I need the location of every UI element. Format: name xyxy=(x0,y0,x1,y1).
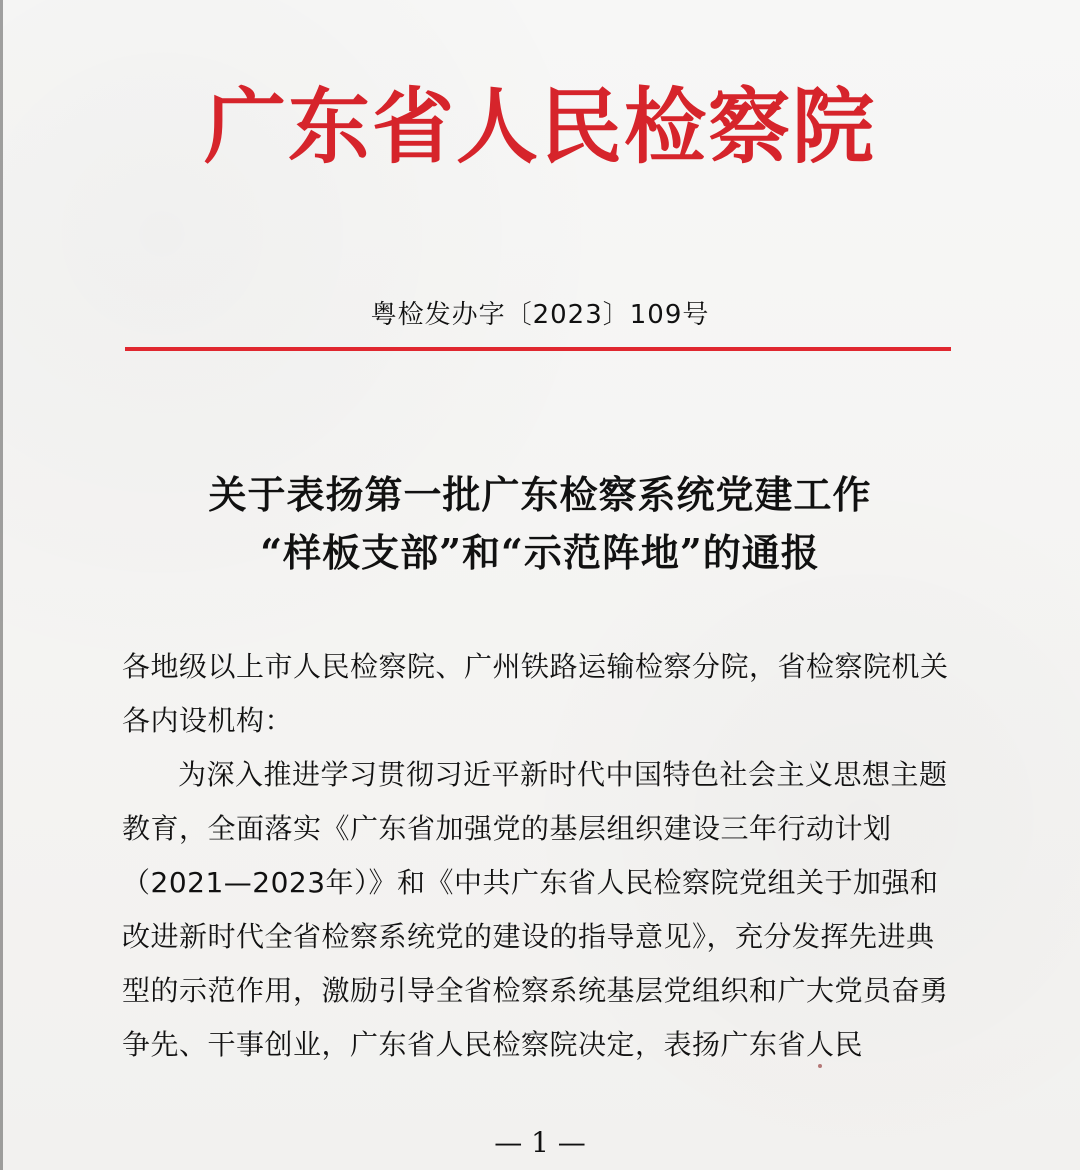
document-number: 粤检发办字〔2023〕109号 xyxy=(370,300,710,330)
issuer-title: 广东省人民检察院 xyxy=(203,79,876,175)
addressee-paragraph: 各地级以上市人民检察院、广州铁路运输检察分院，省检察院机关各内设机构： xyxy=(122,650,949,737)
main-paragraph: 为深入推进学习贯彻习近平新时代中国特色社会主义思想主题教育，全面落实《广东省加强党的基层组织建设三年行动计划（2021—2023年）》和《中共广东省人民检察院党组关于加强和改进新时代全省检察系统党的建设的指导意见》，充分发挥先进典型的示范作用，激励引导全省检察系统基层党组织和广大党员奋勇争先、干事创业，广东省人民检察院决定，表扬广东省人民 xyxy=(122,758,949,1061)
body-copy xyxy=(122,640,950,1072)
paper-speck xyxy=(818,1064,822,1068)
notice-title-line-1: 关于表扬第一批广东检察系统党建工作 xyxy=(208,472,872,517)
red-separator-line xyxy=(125,347,951,351)
page-number: — 1 — xyxy=(494,1126,586,1159)
notice-title xyxy=(120,466,960,582)
page-left-edge xyxy=(0,0,3,1170)
notice-title-line-2: “样板支部”和“示范阵地”的通报 xyxy=(260,530,820,575)
